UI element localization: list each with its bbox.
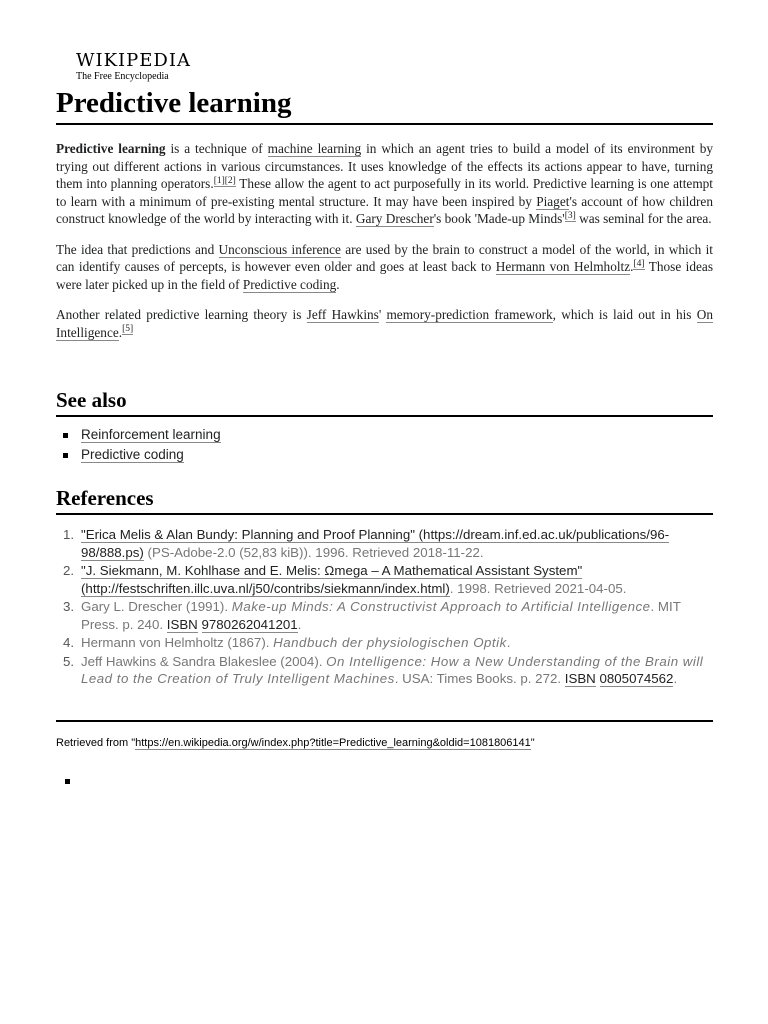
reference-details: (PS-Adobe-2.0 (52,83 kiB)). 1996. Retrieved 2018-11-22. bbox=[143, 544, 484, 560]
text: Retrieved from " bbox=[56, 737, 136, 749]
link-jeff-hawkins[interactable]: Jeff Hawkins bbox=[306, 307, 379, 322]
reference-number: 4. bbox=[63, 635, 75, 650]
text: was seminal for the area. bbox=[575, 211, 712, 226]
reference-item bbox=[56, 562, 713, 597]
reference-item bbox=[56, 653, 713, 688]
references-section bbox=[56, 485, 713, 689]
reference-item bbox=[56, 634, 713, 652]
reference-title: Handbuch der physiologischen Optik bbox=[273, 635, 507, 650]
text: , which is laid out in his bbox=[552, 307, 697, 322]
link-gary-drescher[interactable]: Gary Drescher bbox=[355, 211, 434, 226]
wikipedia-logo[interactable] bbox=[76, 52, 191, 82]
reference-link-1[interactable]: "Erica Melis & Alan Bundy: Planning and Proof Planning" (https://dream.inf.ed.ac.uk/publications/96-98/888.ps) bbox=[81, 527, 670, 560]
bullet-icon bbox=[63, 453, 68, 458]
paragraph-hawkins bbox=[56, 306, 713, 341]
reference-number: 1. bbox=[63, 527, 75, 542]
link-unconscious-inference[interactable]: Unconscious inference bbox=[218, 241, 341, 257]
ref-link-1[interactable]: [1] bbox=[213, 175, 225, 186]
text: . bbox=[336, 276, 340, 292]
reference-author: Gary L. Drescher (1991). bbox=[81, 599, 232, 614]
list-item bbox=[56, 445, 713, 465]
link-hermann-von-helmholtz[interactable]: Hermann von Helmholtz bbox=[495, 259, 631, 274]
bullet-icon bbox=[65, 779, 70, 784]
logo-tagline: The Free Encyclopedia bbox=[76, 71, 169, 82]
article-body bbox=[56, 140, 713, 354]
reference-title: On Intelligence: How a New Understanding of the Brain will Lead to the Creation of Truly Intelligent Machines bbox=[81, 653, 704, 686]
reference-title: Make-up Minds: A Constructivist Approach to Artificial Intelligence bbox=[231, 599, 651, 614]
text: The idea that predictions and bbox=[56, 241, 219, 257]
retrieved-from bbox=[56, 737, 713, 749]
references-heading: References bbox=[56, 485, 713, 515]
reference-number: 5. bbox=[63, 653, 75, 669]
reference-details: . 1998. Retrieved 2021-04-05. bbox=[449, 580, 627, 596]
see-also-link-reinforcement-learning[interactable]: Reinforcement learning bbox=[81, 427, 221, 442]
link-predictive-coding[interactable]: Predictive coding bbox=[242, 276, 337, 292]
text: Those ideas were later picked up in the field of bbox=[56, 259, 714, 292]
text: 's book 'Made-up Minds' bbox=[433, 211, 565, 226]
reference-item bbox=[56, 526, 713, 561]
ref-link-5[interactable]: [5] bbox=[122, 324, 134, 335]
text: Another related predictive learning theory is bbox=[56, 307, 307, 322]
reference-number: 3. bbox=[63, 599, 75, 614]
see-also-link-predictive-coding[interactable]: Predictive coding bbox=[81, 447, 184, 462]
text: in which an agent tries to build a model of its environment by trying out different actions in various circumstances. It uses knowledge of the effects its actions appear to have, turning them into planning operators. bbox=[56, 141, 714, 191]
text: are used by the brain to construct a model of the world, in which it can identify causes of percepts, is however even older and goes at least back to bbox=[56, 241, 713, 274]
bold-term: Predictive learning bbox=[56, 141, 166, 156]
link-piaget[interactable]: Piaget bbox=[536, 193, 570, 209]
text: . bbox=[118, 324, 123, 340]
page-title: Predictive learning bbox=[56, 86, 713, 125]
reference-publisher: . USA: Times Books. p. 272. bbox=[394, 671, 565, 686]
paragraph-helmholtz bbox=[56, 241, 713, 294]
text: . bbox=[506, 635, 511, 650]
paragraph-intro bbox=[56, 140, 713, 228]
text: . bbox=[673, 671, 678, 686]
link-machine-learning[interactable]: machine learning bbox=[267, 141, 362, 156]
link-on-intelligence[interactable]: On Intelligence bbox=[56, 307, 713, 340]
text: . bbox=[297, 616, 302, 632]
reference-author: Hermann von Helmholtz (1867). bbox=[81, 635, 274, 650]
references-list bbox=[56, 526, 713, 688]
ref-link-4[interactable]: [4] bbox=[633, 258, 645, 269]
isbn-link[interactable]: 9780262041201 bbox=[201, 616, 298, 632]
list-item bbox=[56, 425, 713, 445]
reference-author: Jeff Hawkins & Sandra Blakeslee (2004). bbox=[81, 653, 327, 669]
text: ' bbox=[378, 307, 387, 322]
ref-link-2[interactable]: [2] bbox=[224, 175, 236, 186]
see-also-list bbox=[56, 425, 713, 465]
reference-item bbox=[56, 598, 713, 633]
retrieved-url-link[interactable]: https://en.wikipedia.org/w/index.php?title=Predictive_learning&oldid=1081806141 bbox=[135, 737, 531, 749]
logo-wordmark: WIKIPEDIA bbox=[76, 50, 191, 71]
text: " bbox=[530, 737, 535, 749]
text: 's account of how children construct knowledge of the world by interacting with it. bbox=[56, 193, 713, 226]
reference-link-2[interactable]: "J. Siekmann, M. Kohlhase and E. Melis: Ωmega – A Mathematical Assistant System" (http://festschriften.illc.uva.nl/j50/contribs/siekmann/index.html) bbox=[81, 563, 583, 596]
bullet-icon bbox=[63, 433, 68, 438]
isbn-label-link[interactable]: ISBN bbox=[166, 616, 198, 632]
text: is a technique of bbox=[165, 141, 268, 156]
isbn-link[interactable]: 0805074562 bbox=[599, 671, 674, 686]
footer-divider bbox=[56, 720, 713, 722]
text: . bbox=[630, 259, 634, 274]
isbn-label-link[interactable]: ISBN bbox=[564, 671, 596, 686]
see-also-heading: See also bbox=[56, 387, 713, 417]
reference-number: 2. bbox=[63, 563, 75, 578]
ref-link-3[interactable]: [3] bbox=[564, 210, 576, 221]
reference-publisher: . MIT Press. p. 240. bbox=[81, 599, 681, 632]
link-memory-prediction-framework[interactable]: memory-prediction framework bbox=[386, 307, 553, 322]
see-also-section bbox=[56, 387, 713, 465]
text: These allow the agent to act purposefully in its world. Predictive learning is one attempt to learn with a minimum of pre-existing mental structure. It may have been inspired by bbox=[56, 176, 714, 209]
